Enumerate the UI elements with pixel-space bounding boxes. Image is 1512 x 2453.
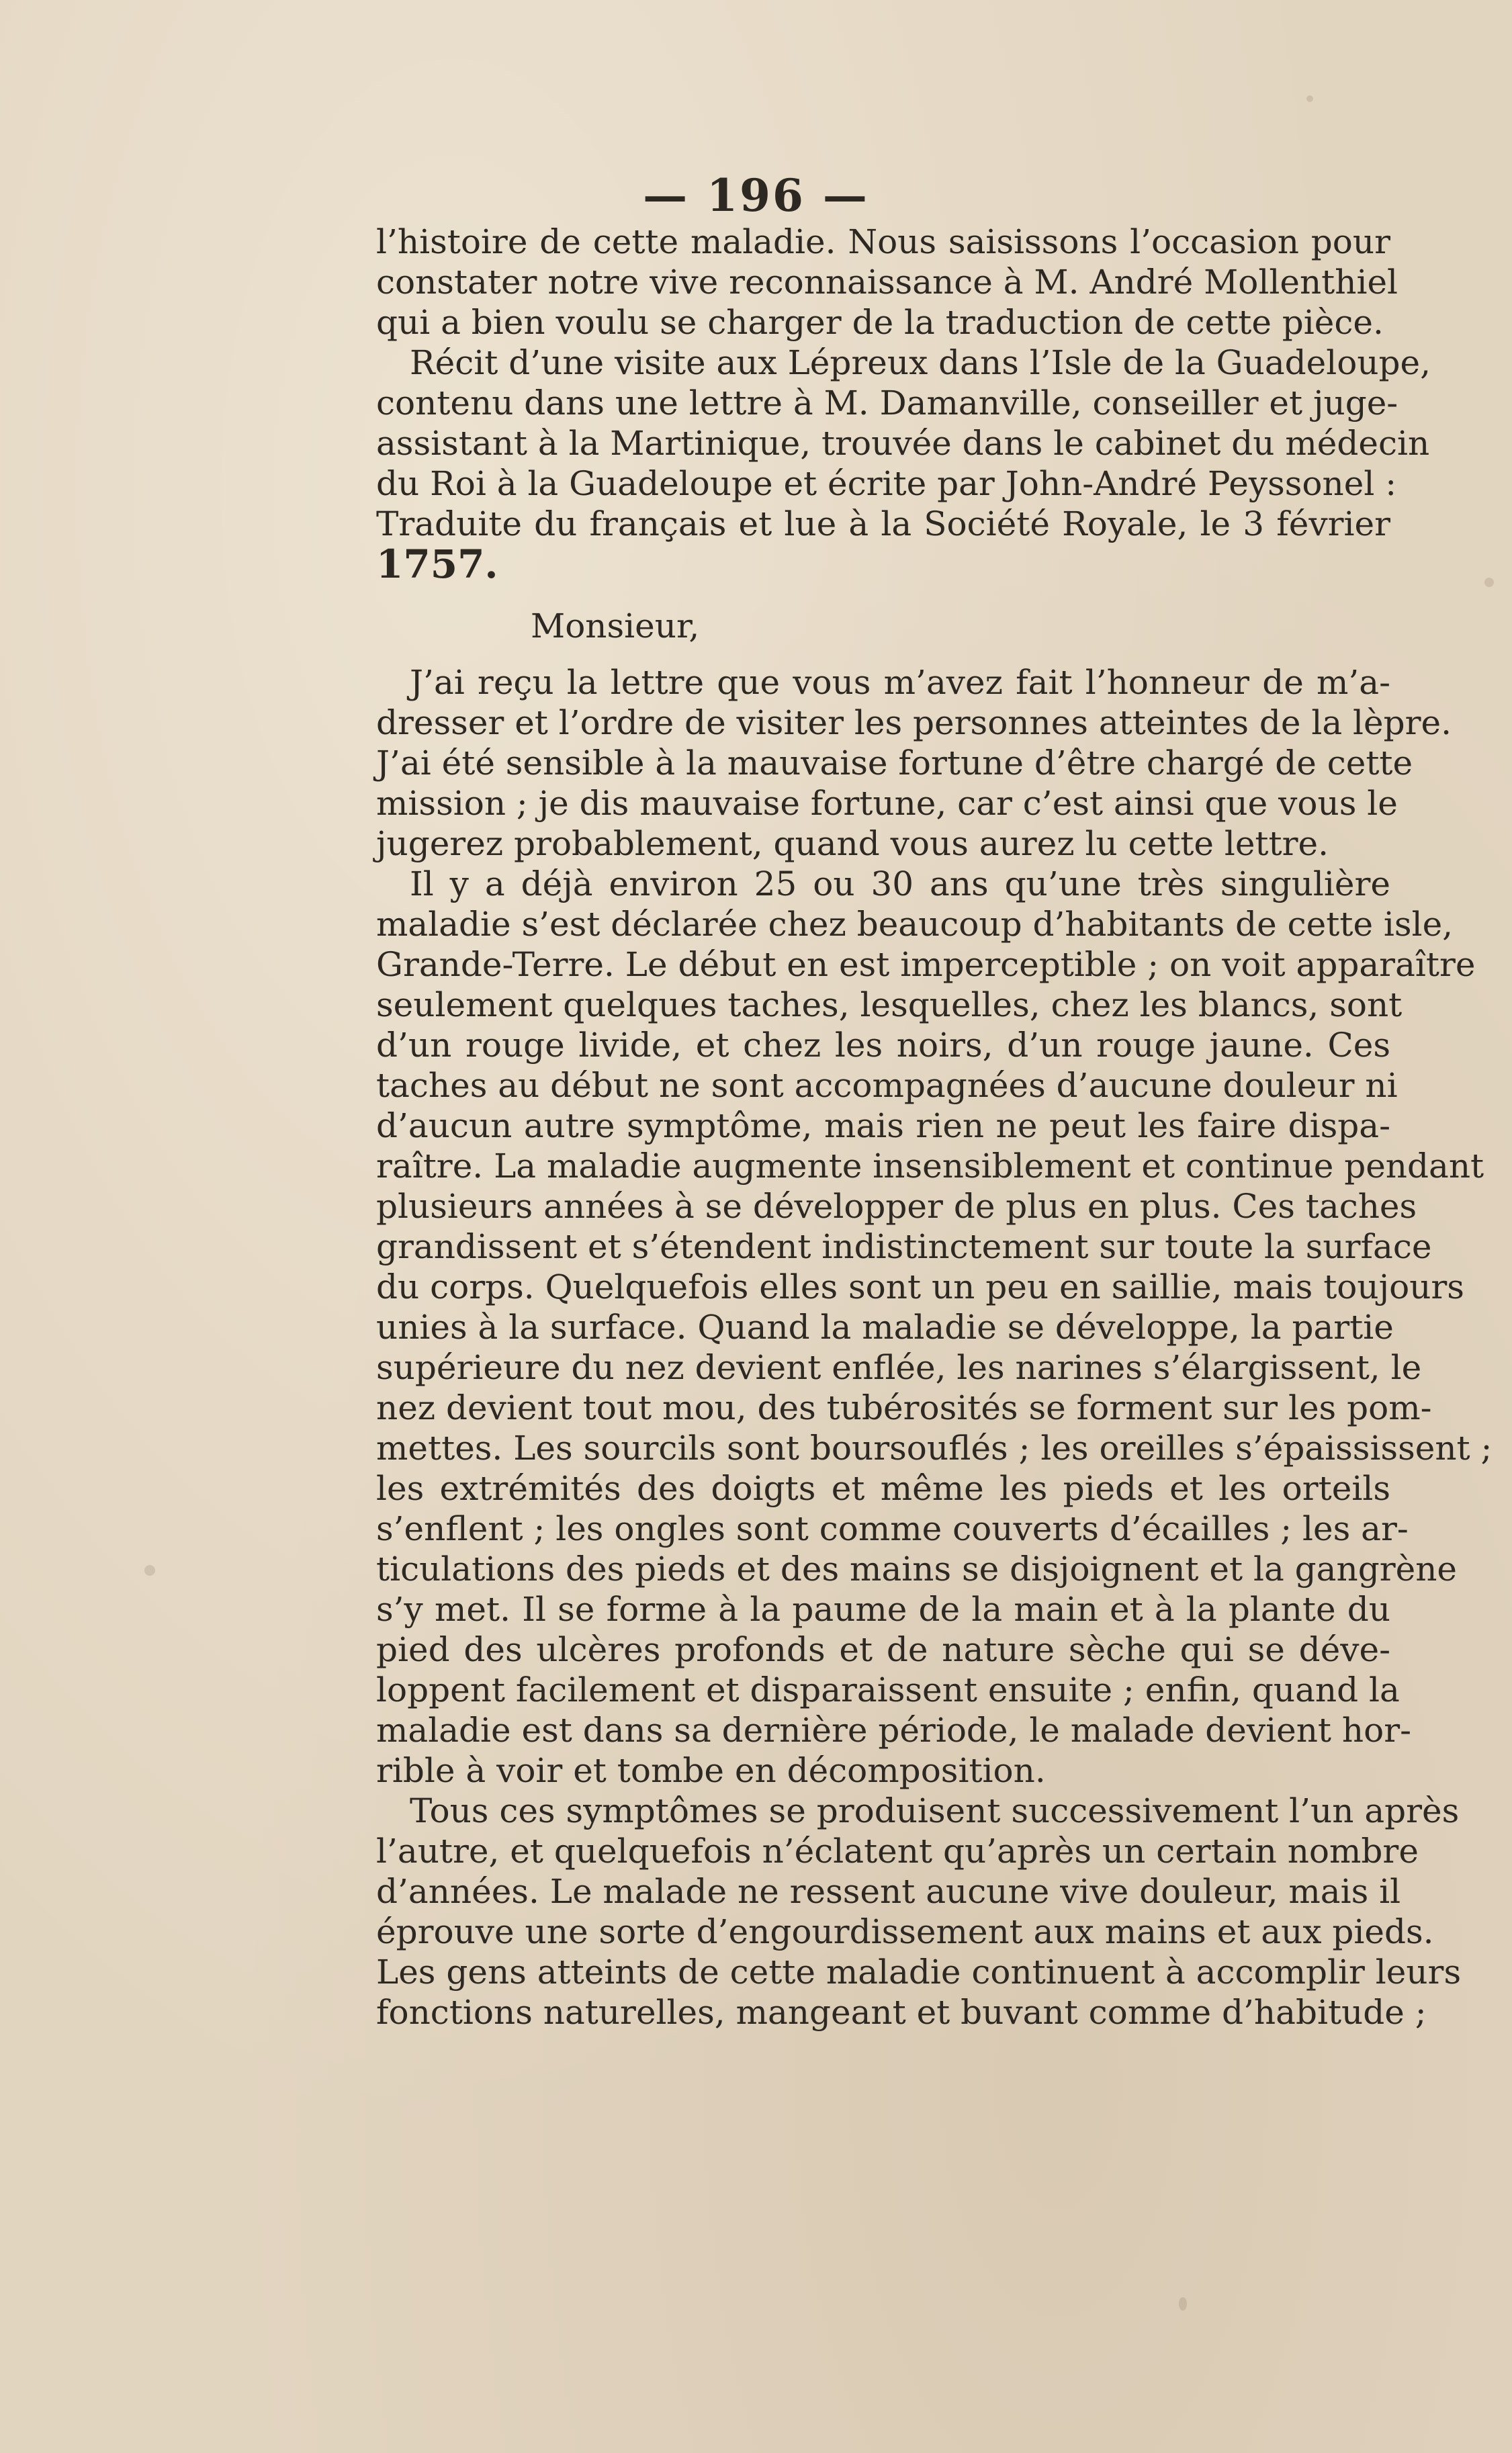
paper-stain	[1484, 578, 1494, 587]
letter-title	[376, 343, 1431, 587]
paper-stain	[1179, 2297, 1187, 2311]
paper-stain	[1306, 95, 1313, 102]
text-line: J’ai été sensible à la mauvaise fortune d’être chargé de cette	[376, 744, 1413, 783]
paragraph-3	[376, 1791, 1462, 2033]
text-line: d’années. Le malade ne ressent aucune vive douleur, mais il	[376, 1872, 1401, 1911]
text-line: fonctions naturelles, mangeant et buvant comme d’habitude ;	[376, 1993, 1427, 2032]
paragraph-2	[376, 864, 1493, 1791]
text-line: ticulations des pieds et des mains se disjoignent et la gangrène	[376, 1550, 1457, 1589]
text-line: seulement quelques taches, lesquelles, chez les blancs, sont	[376, 985, 1403, 1024]
text-line: assistant à la Martinique, trouvée dans le cabinet du médecin	[376, 424, 1430, 463]
text-line: éprouve une sorte d’engourdissement aux mains et aux pieds.	[376, 1912, 1434, 1951]
text-line: l’histoire de cette maladie. Nous saisissons l’occasion pour	[376, 222, 1390, 261]
text-line: Récit d’une visite aux Lépreux dans l’Isle de la Guadeloupe,	[410, 343, 1431, 382]
text-line: Il y a déjà environ 25 ou 30 ans qu’une très singulière	[410, 864, 1390, 903]
text-line: Grande-Terre. Le début en est imperceptible ; on voit apparaître	[376, 945, 1476, 984]
text-line: contenu dans une lettre à M. Damanville, conseiller et juge-	[376, 384, 1398, 422]
text-line: raître. La maladie augmente insensiblement et continue pendant	[376, 1147, 1484, 1186]
text-line: jugerez probablement, quand vous aurez lu cette lettre.	[376, 824, 1329, 863]
text-line: taches au début ne sont accompagnées d’aucune douleur ni	[376, 1066, 1398, 1105]
text-line: mettes. Les sourcils sont boursouflés ; les oreilles s’épaississent ;	[376, 1429, 1493, 1468]
text-line: Tous ces symptômes se produisent successivement l’un après	[410, 1791, 1460, 1830]
title-year: 1757.	[376, 541, 498, 587]
text-line: d’un rouge livide, et chez les noirs, d’un rouge jaune. Ces	[376, 1026, 1390, 1065]
text-line: rible à voir et tombe en décomposition.	[376, 1751, 1046, 1790]
text-line: s’y met. Il se forme à la paume de la main et à la plante du	[376, 1590, 1390, 1629]
text-line: les extrémités des doigts et même les pieds et les orteils	[376, 1469, 1390, 1508]
text-line: pied des ulcères profonds et de nature sèche qui se déve-	[376, 1630, 1390, 1669]
paragraph-1	[376, 662, 1452, 864]
salutation: Monsieur,	[531, 607, 700, 645]
text-line: dresser et l’ordre de visiter les personnes atteintes de la lèpre.	[376, 703, 1452, 742]
text-line: Traduite du français et lue à la Société Royale, le 3 février	[376, 504, 1390, 543]
body-text	[376, 222, 1493, 2033]
text-line: d’aucun autre symptôme, mais rien ne peut les faire dispa-	[376, 1106, 1390, 1145]
text-line: maladie s’est déclarée chez beaucoup d’habitants de cette isle,	[376, 905, 1454, 944]
intro-paragraph	[376, 222, 1398, 343]
text-line: du Roi à la Guadeloupe et écrite par John-André Peyssonel :	[376, 464, 1397, 503]
text-line: du corps. Quelquefois elles sont un peu en saillie, mais toujours	[376, 1267, 1464, 1306]
page-number: — 196 —	[643, 169, 869, 222]
paper-stain	[144, 1565, 155, 1576]
text-line: constater notre vive reconnaissance à M. André Mollenthiel	[376, 263, 1398, 302]
text-line: grandissent et s’étendent indistinctement sur toute la surface	[376, 1227, 1432, 1266]
text-line: qui a bien voulu se charger de la traduction de cette pièce.	[376, 303, 1384, 342]
text-line: s’enflent ; les ongles sont comme couverts d’écailles ; les ar-	[376, 1509, 1409, 1548]
text-line: mission ; je dis mauvaise fortune, car c’est ainsi que vous le	[376, 784, 1398, 823]
text-line: maladie est dans sa dernière période, le malade devient hor-	[376, 1711, 1412, 1750]
text-line: loppent facilement et disparaissent ensuite ; enfin, quand la	[376, 1670, 1400, 1709]
text-line: J’ai reçu la lettre que vous m’avez fait l’honneur de m’a-	[410, 663, 1390, 702]
text-line: nez devient tout mou, des tubérosités se forment sur les pom-	[376, 1388, 1432, 1427]
text-line: l’autre, et quelquefois n’éclatent qu’après un certain nombre	[376, 1832, 1419, 1871]
text-line: Les gens atteints de cette maladie continuent à accomplir leurs	[376, 1953, 1462, 1992]
text-line: supérieure du nez devient enflée, les narines s’élargissent, le	[376, 1348, 1422, 1387]
text-line: unies à la surface. Quand la maladie se développe, la partie	[376, 1308, 1394, 1347]
text-line: plusieurs années à se développer de plus en plus. Ces taches	[376, 1187, 1417, 1226]
